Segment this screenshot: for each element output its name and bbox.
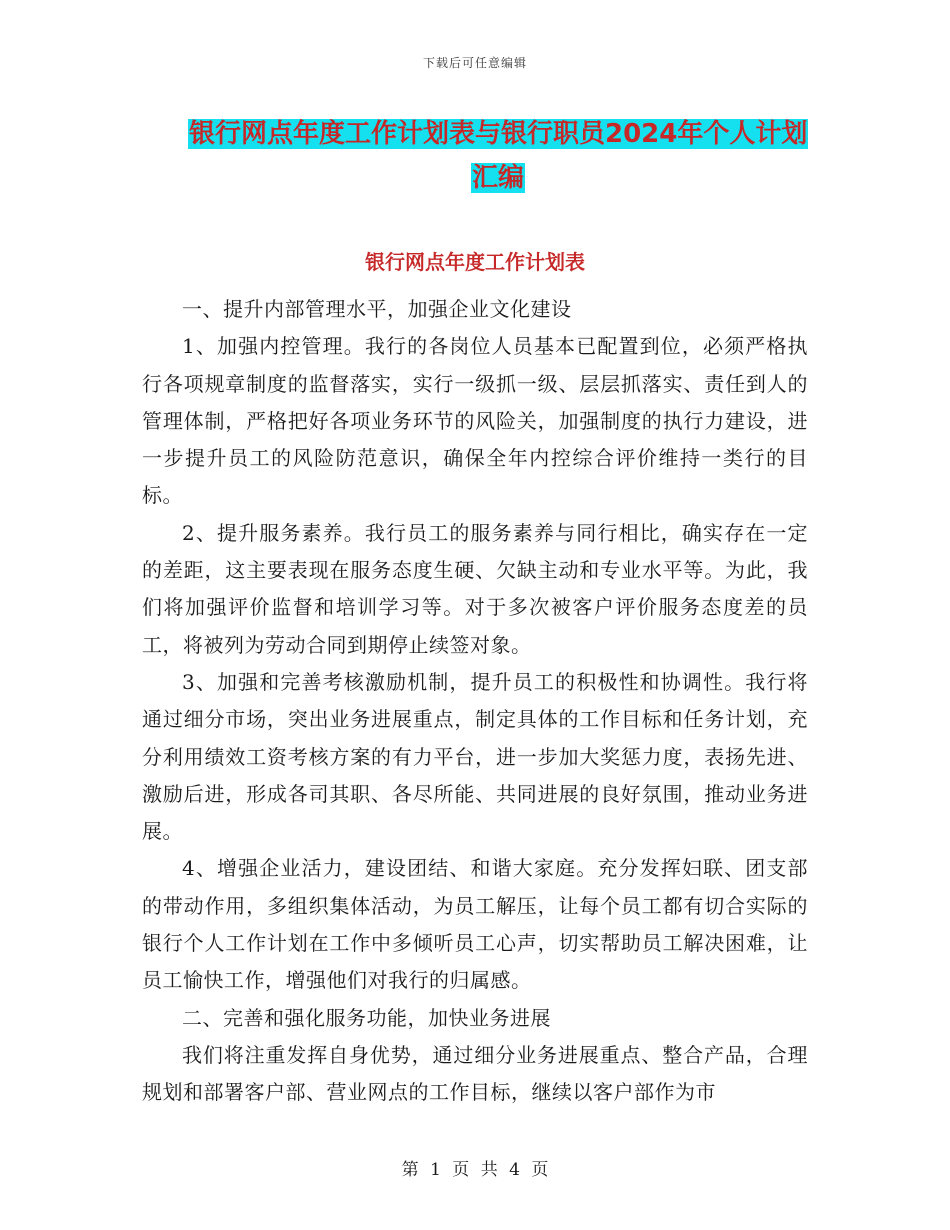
heading-2: 二、完善和强化服务功能，加快业务进展 [182, 1005, 551, 1030]
section-title: 银行网点年度工作计划表 [365, 250, 585, 274]
paragraph-3: 3、加强和完善考核激励机制，提升员工的积极性和协调性。我行将通过细分市场，突出业务进展重点，制定具体的工作目标和任务计划，充分利用绩效工资考核方案的有力平台，进一步加大奖惩力度，表扬先进、激励后进，形成各司其职、各尽所能、共同进展的良好氛围，推动业务进展。 [142, 669, 808, 844]
header-note: 下载后可任意编辑 [422, 56, 527, 70]
document-title [188, 112, 808, 200]
paragraph-2: 2、提升服务素养。我行员工的服务素养与同行相比，确实存在一定的差距，这主要表现在服务态度生硬、欠缺主动和专业水平等。为此，我们将加强评价监督和培训学习等。对于多次被客户评价服务态度差的员工，将被列为劳动合同到期停止续签对象。 [142, 520, 808, 657]
heading-1: 一、提升内部管理水平，加强企业文化建设 [182, 297, 572, 321]
paragraph-4: 4、增强企业活力，建设团结、和谐大家庭。充分发挥妇联、团支部的带动作用，多组织集体活动，为员工解压，让每个员工都有切合实际的银行个人工作计划在工作中多倾听员工心声，切实帮助员工解决困难，让员工愉快工作，增强他们对我行的归属感。 [142, 856, 808, 993]
paragraph-1: 1、加强内控管理。我行的各岗位人员基本已配置到位，必须严格执行各项规章制度的监督落实，实行一级抓一级、层层抓落实、责任到人的管理体制，严格把好各项业务环节的风险关，加强制度的执行力建设，进一步提升员工的风险防范意识，确保全年内控综合评价维持一类行的目标。 [142, 334, 808, 508]
document-body [142, 291, 808, 1112]
document-title-text: 银行网点年度工作计划表与银行职员2024年个人计划汇编 [189, 119, 808, 193]
paragraph-5: 我们将注重发挥自身优势，通过细分业务进展重点、整合产品，合理规划和部署客户部、营业网点的工作目标，继续以客户部作为市 [142, 1042, 808, 1105]
page-footer: 第 1 页 共 4 页 [401, 1160, 549, 1180]
